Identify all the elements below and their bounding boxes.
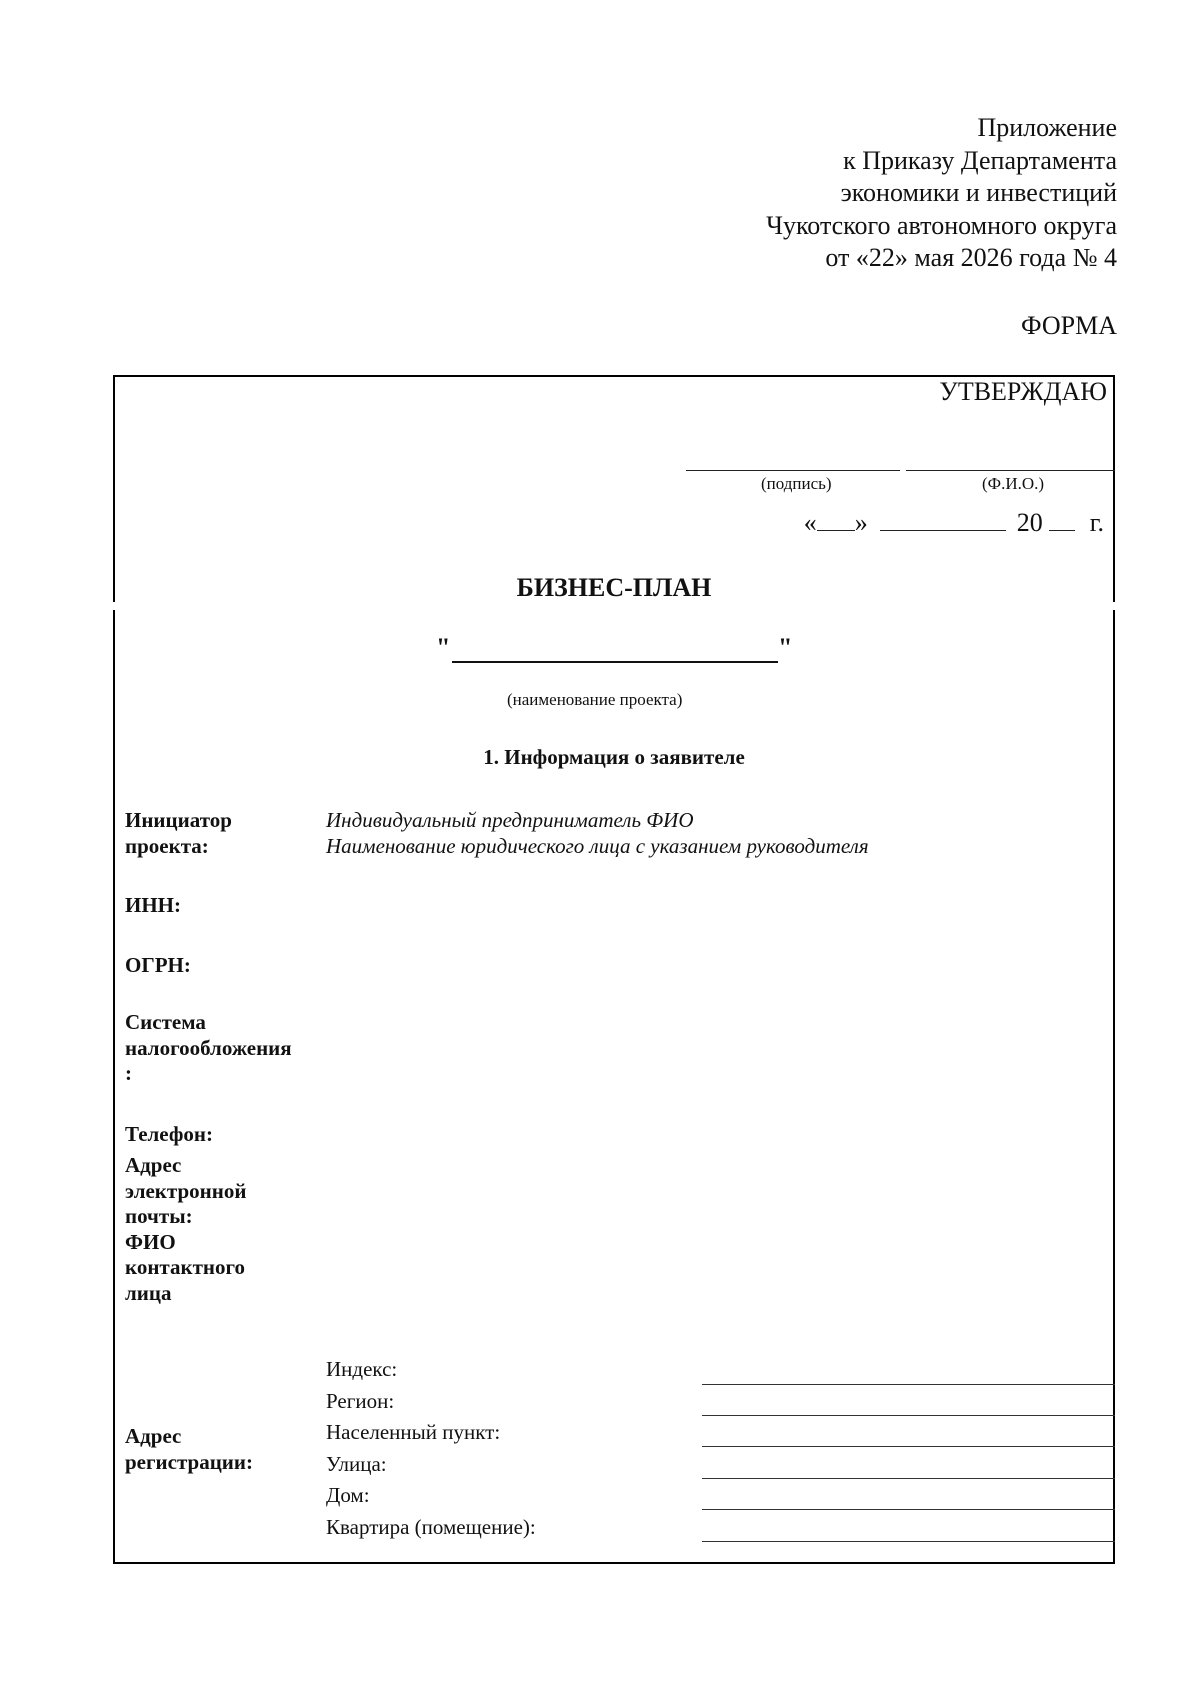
initiator-label-line-1: Инициатор xyxy=(125,808,232,832)
address-field-region: Регион: xyxy=(326,1388,395,1413)
address-label-line-2: регистрации: xyxy=(125,1449,253,1474)
year-suffix: г. xyxy=(1089,508,1104,537)
month-blank[interactable] xyxy=(880,508,1006,531)
year-prefix: 20 xyxy=(1016,508,1043,537)
initiator-value[interactable] xyxy=(326,808,869,859)
inn-label: ИНН: xyxy=(125,893,181,917)
open-quote: " xyxy=(436,633,451,662)
tax-label-line-1: Система xyxy=(125,1010,206,1034)
ogrn-label: ОГРН: xyxy=(125,953,191,977)
date-close-quote: » xyxy=(854,508,868,537)
tax-system-label xyxy=(125,1010,292,1087)
day-blank[interactable] xyxy=(817,508,855,531)
tax-label-line-3: : xyxy=(125,1061,132,1085)
email-label xyxy=(125,1153,246,1306)
date-open-quote: « xyxy=(803,508,817,537)
form-frame xyxy=(113,375,1115,1564)
address-field-locality: Населенный пункт: xyxy=(326,1420,501,1444)
appendix-header xyxy=(766,112,1117,275)
index-input-line[interactable] xyxy=(702,1384,1115,1385)
contact-label-line-2: контактного xyxy=(125,1255,246,1279)
project-name-line xyxy=(452,661,778,663)
apartment-input-line[interactable] xyxy=(702,1541,1115,1542)
name-caption: (Ф.И.О.) xyxy=(982,474,1045,493)
phone-label: Телефон: xyxy=(125,1122,214,1146)
approval-title: УТВЕРЖДАЮ xyxy=(939,377,1107,406)
street-input-line[interactable] xyxy=(702,1478,1115,1479)
address-field-house: Дом: xyxy=(326,1483,370,1507)
frame-gap xyxy=(111,602,117,610)
section-title: 1. Информация о заявителе xyxy=(483,745,745,769)
address-field-street: Улица: xyxy=(326,1451,387,1476)
header-line-3: экономики и инвестиций xyxy=(840,178,1117,207)
house-input-line[interactable] xyxy=(702,1509,1115,1510)
signature-caption: (подпись) xyxy=(761,474,832,493)
header-line-5: от «22» мая 2026 года № 4 xyxy=(825,243,1117,272)
year-blank[interactable] xyxy=(1049,508,1075,531)
header-line-4: Чукотского автономного округа xyxy=(766,210,1117,240)
email-label-line-3: почты: xyxy=(125,1204,193,1228)
initiator-label-line-2: проекта: xyxy=(125,833,209,858)
registration-address-label xyxy=(125,1424,253,1475)
header-line-1: Приложение xyxy=(977,113,1117,142)
address-field-apartment: Квартира (помещение): xyxy=(326,1514,536,1539)
tax-label-line-2: налогообложения xyxy=(125,1035,292,1060)
email-label-line-2: электронной xyxy=(125,1178,247,1203)
contact-label-line-3: лица xyxy=(125,1280,172,1305)
contact-label-line-1: ФИО xyxy=(125,1229,176,1254)
email-label-line-1: Адрес xyxy=(125,1153,182,1177)
frame-gap xyxy=(1111,602,1117,610)
initiator-label xyxy=(125,808,232,859)
project-caption: (наименование проекта) xyxy=(507,690,683,709)
document-title: БИЗНЕС-ПЛАН xyxy=(516,573,712,602)
signature-line[interactable] xyxy=(686,470,900,471)
locality-input-line[interactable] xyxy=(702,1446,1115,1447)
initiator-value-line-1: Индивидуальный предприниматель ФИО xyxy=(326,808,694,832)
address-label-line-1: Адрес xyxy=(125,1424,182,1448)
address-fields xyxy=(326,1354,536,1543)
address-field-index: Индекс: xyxy=(326,1357,398,1381)
region-input-line[interactable] xyxy=(702,1415,1115,1416)
form-label: ФОРМА xyxy=(1021,311,1117,340)
close-quote: " xyxy=(778,633,793,662)
name-line[interactable] xyxy=(906,470,1115,471)
header-line-2: к Приказу Департамента xyxy=(843,145,1117,175)
initiator-value-line-2: Наименование юридического лица с указанием руководителя xyxy=(326,833,869,858)
approval-date-row xyxy=(804,508,1104,538)
